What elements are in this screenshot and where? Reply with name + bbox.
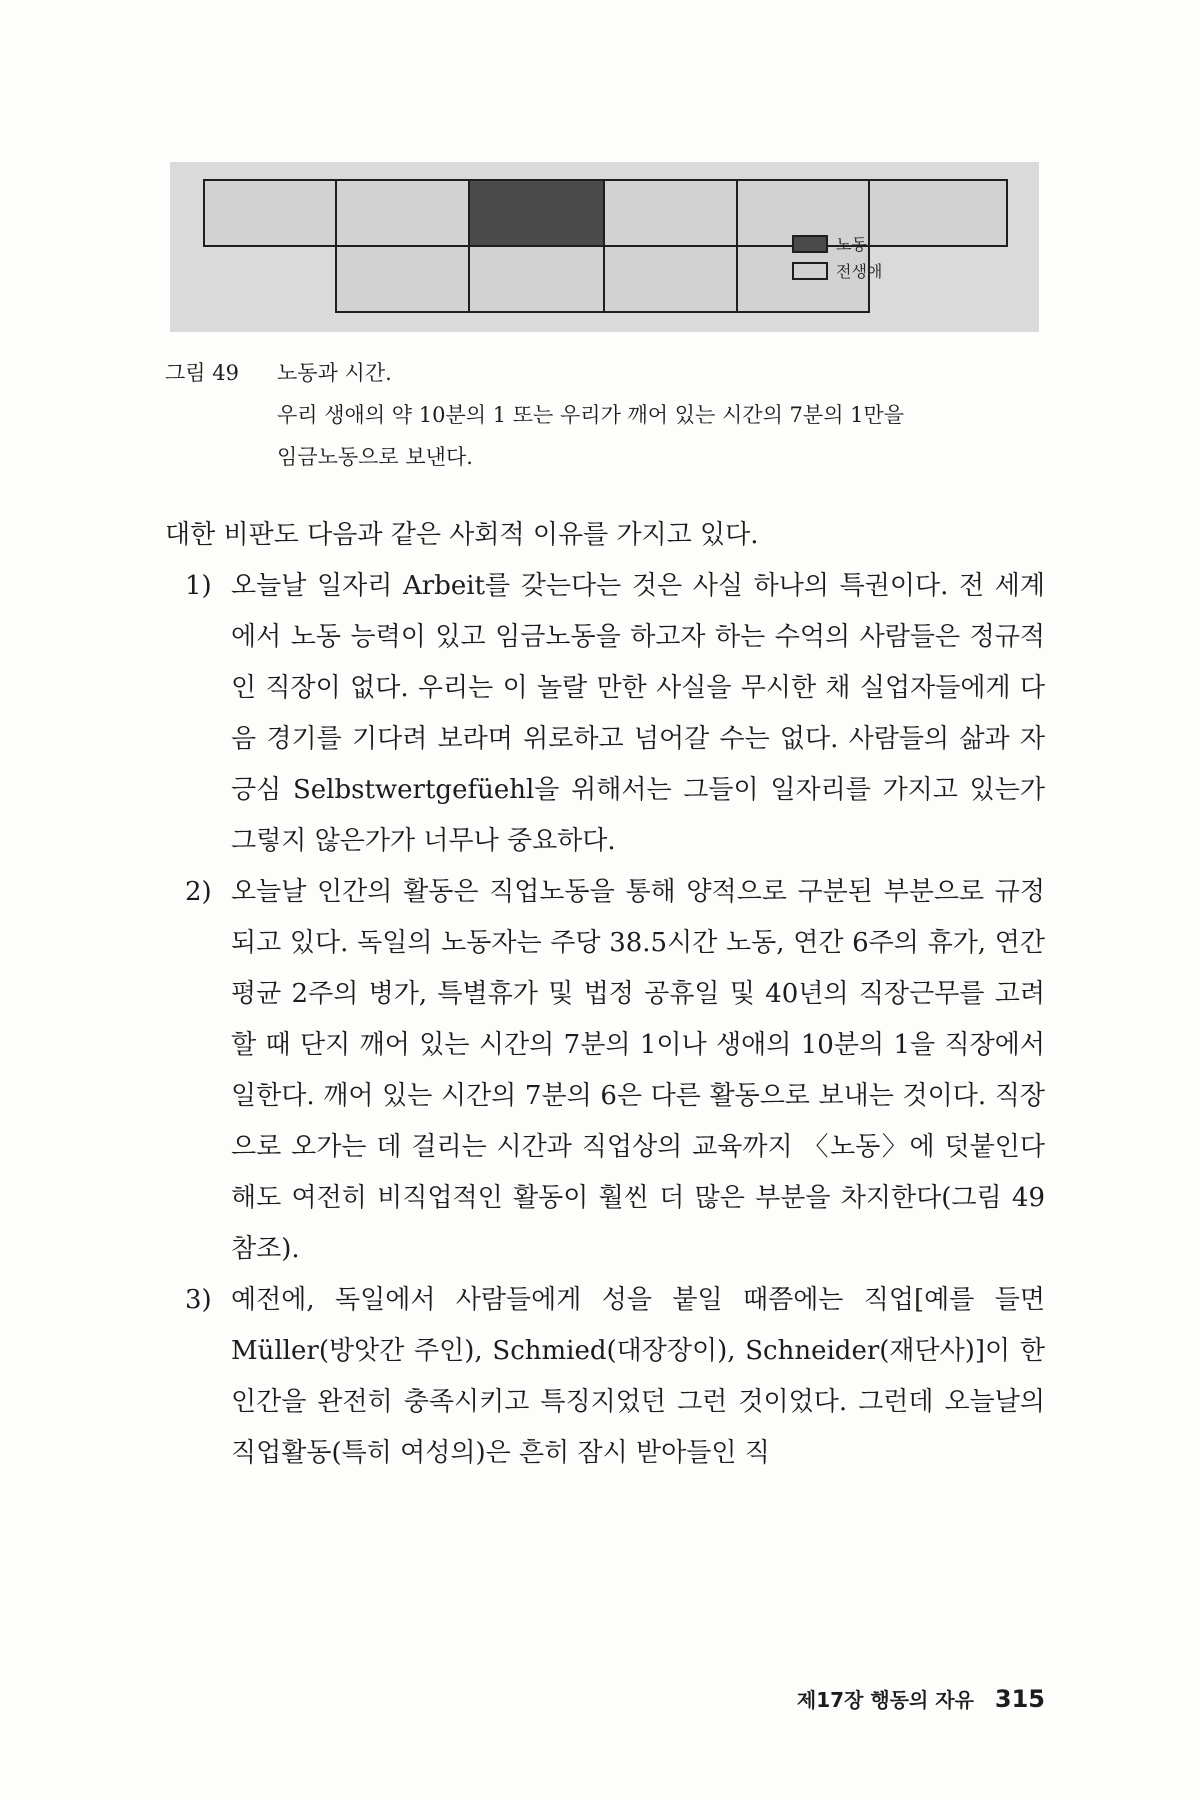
chapter-title: 제17장 행동의 자유 <box>796 1688 974 1712</box>
caption-line-2: 임금노동으로 보낸다. <box>277 445 473 469</box>
legend-swatch-lifetime <box>792 262 828 280</box>
grid-cell-lifetime <box>335 179 470 247</box>
list-item <box>165 561 1045 867</box>
legend-lifetime <box>792 259 882 282</box>
list-item-number: 1) <box>185 571 212 601</box>
grid-cell-labor <box>468 179 605 247</box>
grid-cell-lifetime <box>335 245 470 313</box>
grid-cell-lifetime <box>468 245 605 313</box>
legend-label-lifetime: 전생애 <box>836 262 883 281</box>
labor-time-figure <box>170 162 1039 332</box>
caption-number: 그림 49 <box>165 361 239 385</box>
body-text <box>165 510 1045 1479</box>
grid-cell-lifetime <box>603 245 738 313</box>
page-footer <box>797 1684 1045 1713</box>
grid-cell-lifetime <box>603 179 738 247</box>
grid-cell-lifetime <box>868 179 1008 247</box>
list-item-number: 3) <box>185 1285 212 1315</box>
caption-line-1: 우리 생애의 약 10분의 1 또는 우리가 깨어 있는 시간의 7분의 1만을 <box>277 403 905 427</box>
list-item-text: 오늘날 인간의 활동은 직업노동을 통해 양적으로 구분된 부분으로 규정되고 있다. 독일의 노동자는 주당 38.5시간 노동, 연간 6주의 휴가, 연간 평균 2주의 병가, 특별휴가 및 법정 공휴일 및 40년의 직장근무를 고려할 때 단지 깨어 있는 시간의 7분의 1이나 생애의 10분의 1을 직장에서 일한다. 깨어 있는 시간의 7분의 6은 다른 활동으로 보내는 것이다. 직장으로 오가는 데 걸리는 시간과 직업상의 교육까지 〈노동〉에 덧붙인다 해도 여전히 비직업적인 활동이 훨씬 더 많은 부분을 차지한다(그림 49참조). <box>231 877 1045 1264</box>
list-item <box>165 1275 1045 1479</box>
list-item-text: 오늘날 일자리 Arbeit를 갖는다는 것은 사실 하나의 특권이다. 전 세계에서 노동 능력이 있고 임금노동을 하고자 하는 수억의 사람들은 정규적인 직장이 없다. 우리는 이 놀랄 만한 사실을 무시한 채 실업자들에게 다음 경기를 기다려 보라며 위로하고 넘어갈 수는 없다. 사람들의 삶과 자긍심 Selbstwertgefüehl을 위해서는 그들이 일자리를 가지고 있는가 그렇지 않은가가 너무나 중요하다. <box>231 571 1045 856</box>
list-item-text: 예전에, 독일에서 사람들에게 성을 붙일 때쯤에는 직업[예를 들면 Müller(방앗간 주인), Schmied(대장장이), Schneider(재단사)]이 한 인간을 완전히 충족시키고 특징지었던 그런 것이었다. 그런데 오늘날의 직업활동(특히 여성의)은 흔히 잠시 받아들인 직 <box>231 1285 1045 1468</box>
page-number: 315 <box>994 1685 1045 1713</box>
legend-label-labor: 노동 <box>836 235 867 254</box>
grid-cell-lifetime <box>203 179 337 247</box>
list-item-number: 2) <box>185 877 212 907</box>
intro-paragraph: 대한 비판도 다음과 같은 사회적 이유를 가지고 있다. <box>165 520 759 550</box>
caption-title: 노동과 시간. <box>277 361 392 385</box>
list-item <box>165 867 1045 1275</box>
caption-body <box>277 394 1047 478</box>
legend-labor <box>792 232 867 255</box>
legend-swatch-labor <box>792 235 828 253</box>
